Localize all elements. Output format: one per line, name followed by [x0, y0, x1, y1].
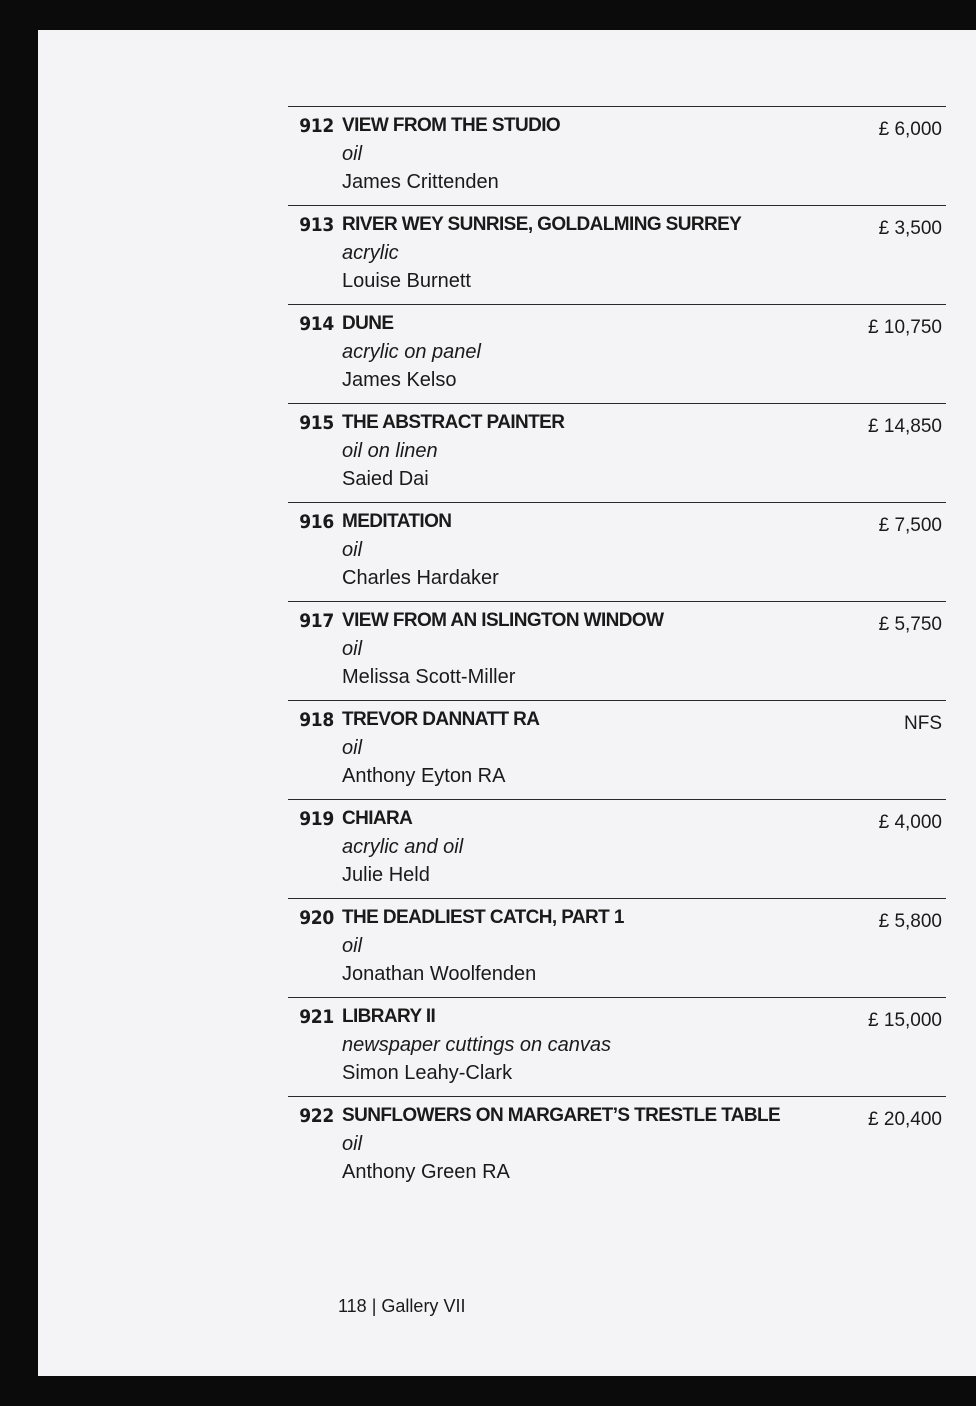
entry-price: £ 7,500 [878, 515, 942, 536]
entry-artist: Anthony Green RA [342, 1161, 510, 1183]
entry-artist: Julie Held [342, 864, 430, 886]
entry-number: 914 [299, 313, 334, 335]
entry-number: 918 [299, 709, 334, 731]
entry-artist: Anthony Eyton RA [342, 765, 506, 787]
entry-price: £ 20,400 [868, 1109, 942, 1130]
catalogue-entry [288, 1096, 946, 1195]
entry-title: MEDITATION [342, 511, 452, 532]
entry-medium: oil [342, 638, 363, 660]
entry-title: THE ABSTRACT PAINTER [342, 412, 565, 433]
entry-medium: oil on linen [342, 440, 438, 462]
entry-artist: Charles Hardaker [342, 567, 499, 589]
entry-title: THE DEADLIEST CATCH, PART 1 [342, 907, 624, 928]
entry-artist: Louise Burnett [342, 270, 471, 292]
entry-title: SUNFLOWERS ON MARGARET’S TRESTLE TABLE [342, 1105, 781, 1126]
catalogue-entry [288, 403, 946, 502]
entry-title: RIVER WEY SUNRISE, GOLDALMING SURREY [342, 214, 742, 235]
catalogue-entry [288, 106, 946, 205]
catalogue-entry [288, 997, 946, 1096]
entry-title: DUNE [342, 313, 394, 334]
entry-number: 921 [299, 1006, 334, 1028]
entry-medium: oil [342, 143, 363, 165]
entry-title: LIBRARY II [342, 1006, 436, 1027]
catalogue-entry [288, 898, 946, 997]
entry-number: 913 [299, 214, 334, 236]
entry-artist: Melissa Scott-Miller [342, 666, 516, 688]
catalogue-entry [288, 700, 946, 799]
entry-price: £ 14,850 [868, 416, 942, 437]
entry-medium: oil [342, 935, 363, 957]
entry-artist: James Crittenden [342, 171, 499, 193]
footer-separator: | [371, 1296, 377, 1316]
entry-medium: acrylic on panel [342, 341, 481, 363]
entry-medium: oil [342, 539, 363, 561]
entry-number: 920 [299, 907, 334, 929]
entry-number: 912 [299, 115, 334, 137]
entry-title: VIEW FROM AN ISLINGTON WINDOW [342, 610, 664, 631]
entry-number: 919 [299, 808, 334, 830]
entry-medium: oil [342, 1133, 363, 1155]
entry-price: £ 4,000 [878, 812, 942, 833]
entry-medium: acrylic [342, 242, 399, 264]
entry-number: 917 [299, 610, 334, 632]
entry-medium: newspaper cuttings on canvas [342, 1034, 612, 1056]
catalogue-entry [288, 601, 946, 700]
entry-price: NFS [904, 713, 942, 734]
entry-artist: James Kelso [342, 369, 457, 391]
catalogue-entry [288, 502, 946, 601]
entry-medium: oil [342, 737, 363, 759]
catalogue-entry [288, 205, 946, 304]
entry-number: 916 [299, 511, 334, 533]
entry-price: £ 10,750 [868, 317, 942, 338]
entry-artist: Saied Dai [342, 468, 429, 490]
catalogue-entry [288, 799, 946, 898]
entry-number: 922 [299, 1105, 334, 1127]
entry-price: £ 15,000 [868, 1010, 942, 1031]
entry-artist: Jonathan Woolfenden [342, 963, 537, 985]
entry-price: £ 5,750 [878, 614, 942, 635]
entry-price: £ 3,500 [878, 218, 942, 239]
page-footer [338, 1296, 465, 1317]
entry-number: 915 [299, 412, 334, 434]
entry-medium: acrylic and oil [342, 836, 464, 858]
entry-artist: Simon Leahy-Clark [342, 1062, 513, 1084]
catalogue-page [38, 30, 976, 1376]
section-name: Gallery VII [381, 1296, 466, 1316]
catalogue-entry [288, 304, 946, 403]
entry-title: VIEW FROM THE STUDIO [342, 115, 561, 136]
page-number: 118 [338, 1296, 367, 1316]
entry-price: £ 6,000 [878, 119, 942, 140]
entry-title: CHIARA [342, 808, 413, 829]
entry-title: TREVOR DANNATT RA [342, 709, 540, 730]
entry-price: £ 5,800 [878, 911, 942, 932]
catalogue-entries [288, 106, 946, 1195]
